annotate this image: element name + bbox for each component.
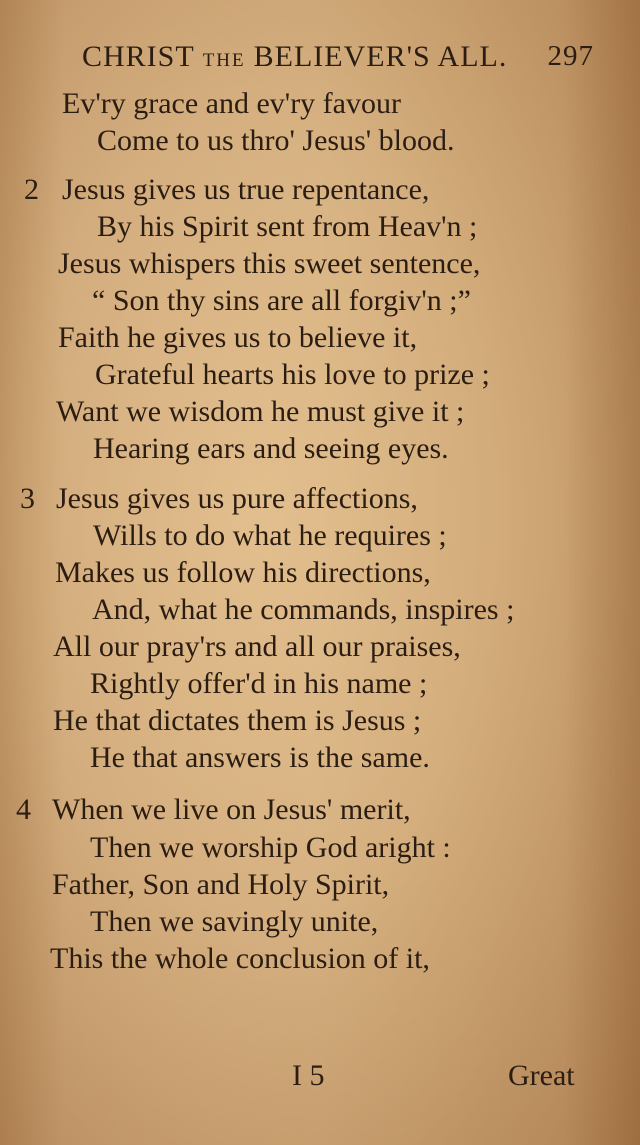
stanza-3-line-8: He that answers is the same. [90,741,430,774]
catchword: Great [508,1059,575,1092]
header-title-christ: CHRIST [82,40,195,73]
stanza-3-line-4: And, what he commands, inspires ; [92,593,515,626]
header-title-the: THE [202,50,246,71]
stanza-4-line-5: This the whole conclusion of it, [50,942,430,975]
stanza-2-line-2: By his Spirit sent from Heav'n ; [97,210,478,243]
intro-line-1: Ev'ry grace and ev'ry favour [62,87,401,120]
header-title-believers-all: BELIEVER'S ALL. [253,40,508,73]
page-number: 297 [547,40,594,72]
stanza-2-line-4: “ Son thy sins are all forgiv'n ;” [92,284,471,317]
stanza-2-line-1: Jesus gives us true repentance, [62,173,430,206]
signature-mark: I 5 [292,1059,325,1092]
stanza-2-line-5: Faith he gives us to believe it, [58,321,418,354]
stanza-3-line-3: Makes us follow his directions, [55,556,431,589]
stanza-4-line-2: Then we worship God aright : [90,831,451,864]
stanza-2-line-3: Jesus whispers this sweet sentence, [58,247,481,280]
stanza-3-line-6: Rightly offer'd in his name ; [90,667,428,700]
stanza-2-line-6: Grateful hearts his love to prize ; [95,358,490,391]
stanza-4-line-3: Father, Son and Holy Spirit, [52,868,390,901]
stanza-number-4: 4 [16,793,31,826]
running-header [82,40,600,80]
stanza-3-line-5: All our pray'rs and all our praises, [53,630,461,663]
stanza-number-2: 2 [24,173,39,206]
stanza-number-3: 3 [20,482,35,515]
stanza-3-line-2: Wills to do what he requires ; [93,519,447,552]
stanza-2-line-7: Want we wisdom he must give it ; [56,395,465,428]
stanza-2-line-8: Hearing ears and seeing eyes. [93,432,449,465]
stanza-4-line-4: Then we savingly unite, [90,905,379,938]
stanza-4-line-1: When we live on Jesus' merit, [52,793,411,826]
stanza-3-line-1: Jesus gives us pure affections, [56,482,418,515]
stanza-3-line-7: He that dictates them is Jesus ; [53,704,422,737]
intro-line-2: Come to us thro' Jesus' blood. [97,124,455,157]
